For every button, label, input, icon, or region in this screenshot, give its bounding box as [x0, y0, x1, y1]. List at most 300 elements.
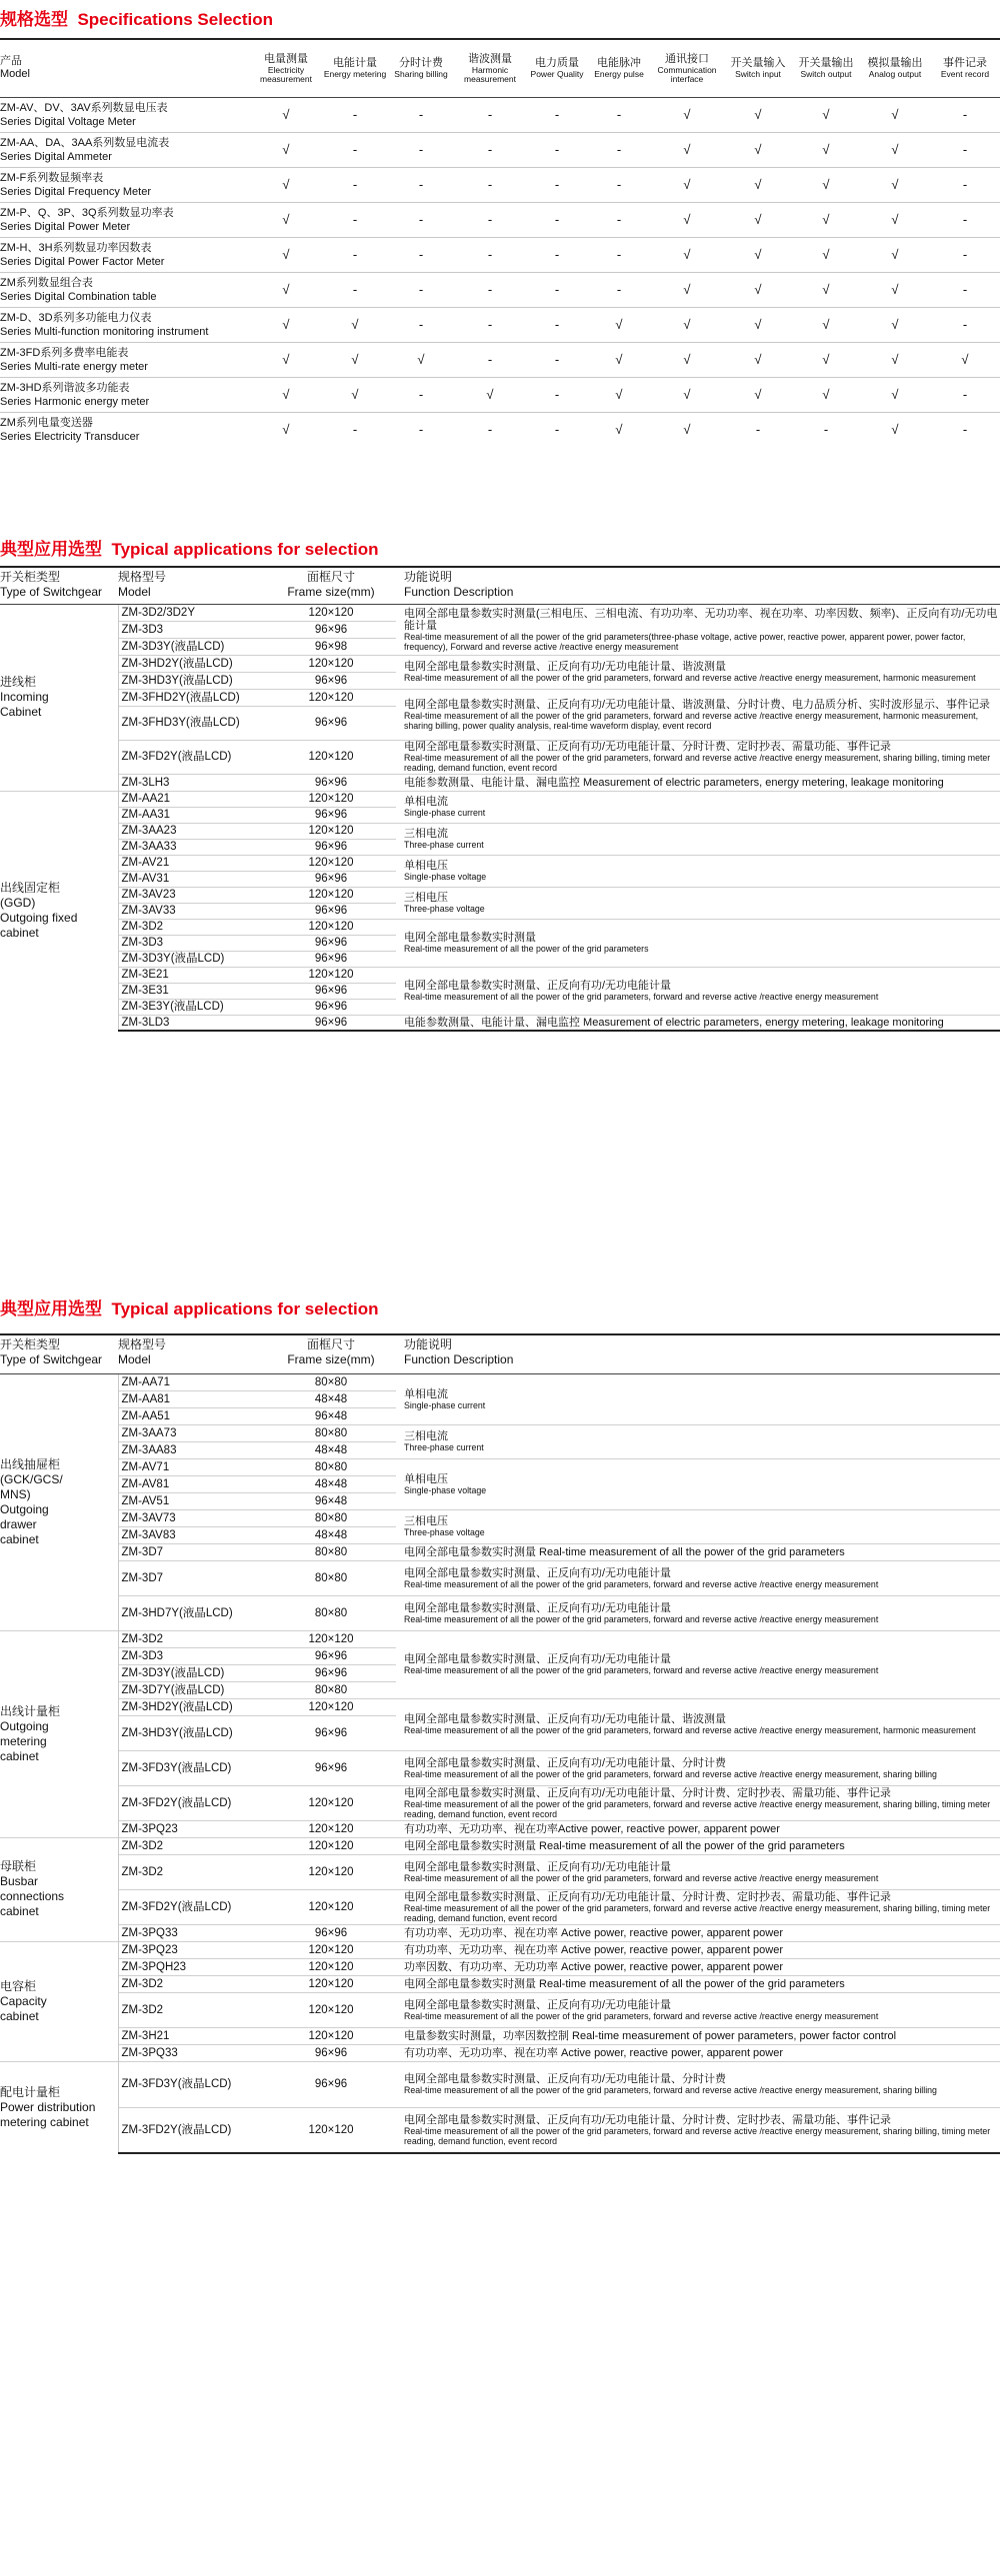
- dash-mark: -: [588, 237, 650, 272]
- model-cell: ZM-3PQ33: [118, 1924, 266, 1941]
- spec-product-cell: [0, 307, 250, 342]
- function-description-cell: [396, 1424, 1000, 1458]
- app-row: [0, 967, 1000, 983]
- function-description-cell: [396, 1820, 1000, 1837]
- dash-mark: -: [930, 237, 1000, 272]
- app2-func-header: 功能说明 Function Description: [396, 1335, 1000, 1373]
- frame-size-cell: 48×48: [266, 1441, 396, 1458]
- check-mark: √: [860, 412, 930, 447]
- function-cn: 电网全部电量参数实时测量 Real-time measurement of all the power of the grid parameters: [404, 1545, 845, 1558]
- check-mark: √: [792, 202, 860, 237]
- spec-column-header: [454, 40, 526, 97]
- app-row: [0, 919, 1000, 935]
- check-mark: √: [792, 272, 860, 307]
- dash-mark: -: [388, 132, 454, 167]
- function-cn: 单相电流: [404, 796, 448, 808]
- frame-size-cell: 120×120: [266, 2107, 396, 2153]
- dash-mark: -: [322, 237, 388, 272]
- model-cell: ZM-3AV33: [118, 903, 266, 919]
- spec-column-en: Sharing billing: [394, 69, 448, 80]
- model-cell: ZM-3D2: [118, 919, 266, 935]
- model-cell: ZM-AA51: [118, 1407, 266, 1424]
- dash-mark: -: [588, 272, 650, 307]
- function-description-cell: [396, 1560, 1000, 1595]
- frame-size-cell: 96×96: [266, 706, 396, 740]
- function-description-cell: [396, 604, 1000, 655]
- switchgear-type-line: 配电计量柜: [0, 2084, 61, 2099]
- switchgear-type-line: Busbar: [0, 1874, 39, 1888]
- frame-size-cell: 80×80: [266, 1543, 396, 1560]
- dash-mark: -: [454, 272, 526, 307]
- function-en: Single-phase current: [404, 1399, 486, 1410]
- function-description-cell: [396, 689, 1000, 740]
- model-cell: ZM-3PQ23: [118, 1941, 266, 1958]
- frame-size-cell: 120×120: [266, 1785, 396, 1820]
- spec-table: [0, 40, 1000, 447]
- app1-size-header: 面框尺寸 Frame size(mm): [266, 568, 396, 604]
- spec-product-en: Series Digital Voltage Meter: [0, 115, 136, 128]
- function-en: Real-time measurement of all the power of the grid parameters, forward and reverse active /reactive energy measurement, sharing billing, timing meter reading, demand function, event record: [404, 1798, 991, 1819]
- dash-mark: -: [526, 167, 588, 202]
- check-mark: √: [860, 272, 930, 307]
- spec-column-en: Switch input: [735, 69, 781, 80]
- function-cn: 单相电压: [404, 860, 448, 872]
- dash-mark: -: [388, 237, 454, 272]
- dash-mark: -: [930, 412, 1000, 447]
- frame-size-cell: 120×120: [266, 740, 396, 774]
- frame-size-cell: 120×120: [266, 1630, 396, 1647]
- function-en: Single-phase voltage: [404, 872, 487, 882]
- function-description-cell: [396, 855, 1000, 887]
- frame-size-cell: 120×120: [266, 823, 396, 839]
- check-mark: √: [860, 377, 930, 412]
- check-mark: √: [792, 307, 860, 342]
- spec-product-cn: ZM系列数显组合表: [0, 276, 93, 289]
- function-en: Real-time measurement of all the power of the grid parameters, forward and reverse active /reactive energy measurement: [404, 1665, 879, 1675]
- frame-size-cell: 80×80: [266, 1458, 396, 1475]
- app-row: [0, 1595, 1000, 1630]
- check-mark: √: [250, 202, 322, 237]
- frame-size-cell: 80×80: [266, 1681, 396, 1698]
- function-cn: 功率因数、有功功率、无功功率 Active power, reactive power, apparent power: [404, 1960, 784, 1973]
- model-cell: ZM-3AV83: [118, 1526, 266, 1543]
- frame-size-cell: 96×96: [266, 903, 396, 919]
- check-mark: √: [792, 342, 860, 377]
- function-cn: 三相电流: [404, 1430, 448, 1442]
- model-cell: ZM-AV81: [118, 1475, 266, 1492]
- app2-model-header: 规格型号 Model: [118, 1335, 266, 1373]
- function-description-cell: [396, 823, 1000, 855]
- frame-size-cell: 96×96: [266, 1924, 396, 1941]
- model-cell: ZM-3D2: [118, 1837, 266, 1854]
- spec-product-en: Series Digital Power Factor Meter: [0, 255, 165, 268]
- switchgear-type-line: 出线抽屉柜: [0, 1456, 61, 1471]
- function-cn: 电网全部电量参数实时测量、正反向有功/无功电能计量、分时计费、定时抄表、需量功能、事件记录: [404, 1890, 892, 1903]
- frame-size-cell: 96×96: [266, 621, 396, 638]
- dash-mark: -: [388, 97, 454, 132]
- function-description-cell: [396, 1509, 1000, 1543]
- app2-table: [0, 1335, 1000, 2154]
- dash-mark: -: [388, 272, 454, 307]
- function-en: Real-time measurement of all the power of the grid parameters, forward and reverse active /reactive energy measurement, harmonic measurement, sharing billing, power quality analysis, real-time waveform display, event record: [404, 710, 979, 731]
- function-description-cell: [396, 1854, 1000, 1889]
- switchgear-type-line: metering cabinet: [0, 2114, 89, 2129]
- frame-size-cell: 96×96: [266, 839, 396, 855]
- switchgear-type-line: 电容柜: [0, 1978, 37, 1993]
- model-cell: ZM-3D3: [118, 935, 266, 951]
- spec-product-cell: [0, 377, 250, 412]
- spec-column-en: Electricity measurement: [260, 64, 312, 84]
- frame-size-cell: 120×120: [266, 604, 396, 621]
- spec-product-cell: [0, 342, 250, 377]
- function-description-cell: [396, 774, 1000, 791]
- model-cell: ZM-3AA33: [118, 839, 266, 855]
- frame-size-cell: 48×48: [266, 1390, 396, 1407]
- app-row: [0, 1992, 1000, 2027]
- spec-product-en: Series Digital Ammeter: [0, 150, 112, 163]
- function-cn: 三相电流: [404, 828, 448, 840]
- spec-column-header: [860, 40, 930, 97]
- model-cell: ZM-3HD2Y(液晶LCD): [118, 1698, 266, 1715]
- function-cn: 电网全部电量参数实时测量、正反向有功/无功电能计量: [404, 1653, 672, 1665]
- dash-mark: -: [588, 167, 650, 202]
- spec-product-cn: ZM-3FD系列多费率电能表: [0, 346, 129, 359]
- frame-size-cell: 96×96: [266, 774, 396, 791]
- spec-product-en: Series Digital Combination table: [0, 290, 157, 303]
- function-en: Three-phase current: [404, 840, 484, 850]
- model-cell: ZM-3LD3: [118, 1015, 266, 1031]
- switchgear-type-line: 母联柜: [0, 1859, 37, 1873]
- switchgear-type-line: metering: [0, 1733, 47, 1748]
- function-en: Real-time measurement of all the power of the grid parameters, forward and reverse active /reactive energy measurement: [404, 1872, 879, 1883]
- dash-mark: -: [322, 167, 388, 202]
- check-mark: √: [250, 167, 322, 202]
- model-cell: ZM-AV31: [118, 871, 266, 887]
- frame-size-cell: 120×120: [266, 967, 396, 983]
- app-row: [0, 655, 1000, 672]
- spec-column-cn: 通讯接口: [665, 52, 709, 65]
- spec-row: [0, 97, 1000, 132]
- function-cn: 电网全部电量参数实时测量(三相电压、三相电流、有功功率、无功功率、视在功率、功率因数、频率)、正反向有功/无功电能计量: [404, 607, 998, 632]
- frame-size-cell: 80×80: [266, 1373, 396, 1390]
- spec-product-cell: [0, 237, 250, 272]
- dash-mark: -: [792, 412, 860, 447]
- app2-section-title: [0, 1297, 1000, 1321]
- function-cn: 电网全部电量参数实时测量、正反向有功/无功电能计量: [404, 1860, 672, 1873]
- dash-mark: -: [388, 202, 454, 237]
- frame-size-cell: 80×80: [266, 1509, 396, 1526]
- spec-column-header: [588, 40, 650, 97]
- function-en: Real-time measurement of all the power of the grid parameters, forward and reverse active /reactive energy measurement, sharing billing, timing meter reading, demand function, event record: [404, 753, 991, 773]
- spec-column-header: [526, 40, 588, 97]
- function-cn: 电网全部电量参数实时测量、正反向有功/无功电能计量、谐波测量、分时计费、电力品质分析、实时波形显示、事件记录: [404, 698, 991, 711]
- function-description-cell: [396, 1630, 1000, 1698]
- check-mark: √: [724, 342, 792, 377]
- frame-size-cell: 80×80: [266, 1560, 396, 1595]
- spec-column-header: [724, 40, 792, 97]
- app-row: [0, 1941, 1000, 1958]
- spec-section-title: [0, 8, 1000, 32]
- dash-mark: -: [526, 412, 588, 447]
- model-cell: ZM-AA21: [118, 791, 266, 807]
- dash-mark: -: [588, 132, 650, 167]
- frame-size-cell: 96×96: [266, 807, 396, 823]
- function-description-cell: [396, 1992, 1000, 2027]
- spec-product-cell: [0, 202, 250, 237]
- check-mark: √: [588, 412, 650, 447]
- function-description-cell: [396, 1958, 1000, 1975]
- check-mark: √: [388, 342, 454, 377]
- function-cn: 电网全部电量参数实时测量、正反向有功/无功电能计量: [404, 980, 672, 992]
- model-cell: ZM-AV51: [118, 1492, 266, 1509]
- dash-mark: -: [454, 97, 526, 132]
- check-mark: √: [860, 342, 930, 377]
- app-row: [0, 774, 1000, 791]
- function-cn: 有功功率、无功功率、视在功率Active power, reactive power, apparent power: [404, 1822, 780, 1835]
- function-en: Real-time measurement of all the power of the grid parameters, forward and reverse active /reactive energy measurement, sharing billing, timing meter reading, demand function, event record: [404, 2125, 991, 2146]
- app2-title-en: Typical applications for selection: [111, 1299, 379, 1318]
- frame-size-cell: 48×48: [266, 1526, 396, 1543]
- dash-mark: -: [322, 412, 388, 447]
- frame-size-cell: 120×120: [266, 1975, 396, 1992]
- function-en: Real-time measurement of all the power of the grid parameters, forward and reverse active /reactive energy measurement, harmonic measurement: [404, 1725, 976, 1735]
- function-en: Real-time measurement of all the power of the grid parameters, forward and reverse active /reactive energy measurement: [404, 1613, 879, 1624]
- model-cell: ZM-3FD3Y(液晶LCD): [118, 2061, 266, 2107]
- model-cell: ZM-3HD2Y(液晶LCD): [118, 655, 266, 672]
- switchgear-type-line: cabinet: [0, 1748, 39, 1763]
- spec-product-en: Series Harmonic energy meter: [0, 395, 150, 408]
- app1-title-cn: 典型应用选型: [0, 540, 102, 559]
- frame-size-cell: 48×48: [266, 1475, 396, 1492]
- frame-size-cell: 120×120: [266, 919, 396, 935]
- app2-size-header: 面框尺寸 Frame size(mm): [266, 1335, 396, 1373]
- spec-column-en: Energy metering: [323, 69, 387, 80]
- frame-size-cell: 96×96: [266, 1015, 396, 1031]
- frame-size-cell: 96×96: [266, 2044, 396, 2061]
- spec-row: [0, 342, 1000, 377]
- function-cn: 电能参数测量、电能计量、漏电监控 Measurement of electric parameters, energy metering, leakage monitoring: [404, 1016, 944, 1029]
- model-cell: ZM-3D2: [118, 1975, 266, 1992]
- frame-size-cell: 96×96: [266, 999, 396, 1015]
- spec-product-cell: [0, 412, 250, 447]
- model-cell: ZM-3D2: [118, 1854, 266, 1889]
- function-en: Real-time measurement of all the power of the grid parameters, forward and reverse active /reactive energy measurement: [404, 2010, 879, 2021]
- model-cell: ZM-3FHD2Y(液晶LCD): [118, 689, 266, 706]
- function-description-cell: [396, 1458, 1000, 1509]
- check-mark: √: [250, 132, 322, 167]
- check-mark: √: [322, 307, 388, 342]
- app1-section-title: [0, 538, 1000, 562]
- app-row: [0, 1750, 1000, 1785]
- model-cell: ZM-3LH3: [118, 774, 266, 791]
- function-cn: 有功功率、无功功率、视在功率 Active power, reactive power, apparent power: [404, 1926, 784, 1939]
- model-cell: ZM-3E31: [118, 983, 266, 999]
- app1-table: [0, 568, 1000, 1032]
- function-cn: 有功功率、无功功率、视在功率 Active power, reactive power, apparent power: [404, 1943, 784, 1956]
- function-cn: 单相电流: [404, 1387, 448, 1400]
- check-mark: √: [650, 237, 724, 272]
- check-mark: √: [724, 307, 792, 342]
- app-row: [0, 689, 1000, 706]
- model-cell: ZM-AV71: [118, 1458, 266, 1475]
- spec-product-cell: [0, 167, 250, 202]
- spec-column-header: [930, 40, 1000, 97]
- frame-size-cell: 96×96: [266, 672, 396, 689]
- dash-mark: -: [322, 272, 388, 307]
- model-cell: ZM-3PQ33: [118, 2044, 266, 2061]
- spec-column-en: Energy pulse: [594, 69, 644, 80]
- spec-row: [0, 167, 1000, 202]
- app-row: [0, 1837, 1000, 1854]
- model-cell: ZM-3D2: [118, 1630, 266, 1647]
- spec-row: [0, 412, 1000, 447]
- spec-row: [0, 377, 1000, 412]
- function-en: Real-time measurement of all the power of the grid parameters, forward and reverse active /reactive energy measurement, harmonic measurement: [404, 673, 976, 683]
- switchgear-type-line: cabinet: [0, 2008, 39, 2023]
- model-cell: ZM-3H21: [118, 2027, 266, 2044]
- function-cn: 电量参数实时测量，功率因数控制 Real-time measurement of power parameters, power factor control: [404, 2029, 897, 2042]
- frame-size-cell: 120×120: [266, 887, 396, 903]
- dash-mark: -: [588, 97, 650, 132]
- spec-column-cn: 开关量输入: [730, 57, 786, 70]
- switchgear-type-cell: [0, 1630, 118, 1837]
- model-cell: ZM-AA31: [118, 807, 266, 823]
- app-row: [0, 1820, 1000, 1837]
- spec-product-cell: [0, 97, 250, 132]
- dash-mark: -: [322, 202, 388, 237]
- switchgear-type-line: connections: [0, 1889, 65, 1903]
- check-mark: √: [860, 237, 930, 272]
- model-cell: ZM-3FD2Y(液晶LCD): [118, 1785, 266, 1820]
- check-mark: √: [588, 342, 650, 377]
- model-cell: ZM-3HD7Y(液晶LCD): [118, 1595, 266, 1630]
- model-cell: ZM-3AA73: [118, 1424, 266, 1441]
- spec-product-cn: ZM-F系列数显频率表: [0, 171, 104, 184]
- dash-mark: -: [930, 97, 1000, 132]
- check-mark: √: [792, 97, 860, 132]
- check-mark: √: [724, 237, 792, 272]
- spec-column-cn: 开关量输出: [798, 57, 854, 70]
- function-description-cell: [396, 1543, 1000, 1560]
- spec-column-header: [250, 40, 322, 97]
- app1-section: [0, 538, 1000, 1032]
- check-mark: √: [792, 237, 860, 272]
- frame-size-cell: 120×120: [266, 791, 396, 807]
- switchgear-type-cell: [0, 1941, 118, 2061]
- switchgear-type-line: cabinet: [0, 1904, 39, 1918]
- switchgear-type-line: (GCK/GCS/: [0, 1471, 63, 1486]
- model-cell: ZM-3E21: [118, 967, 266, 983]
- function-cn: 电网全部电量参数实时测量、正反向有功/无功电能计量、分时计费、定时抄表、需量功能、事件记录: [404, 1786, 892, 1799]
- app1-model-header: 规格型号 Model: [118, 568, 266, 604]
- function-description-cell: [396, 2027, 1000, 2044]
- switchgear-type-line: 进线柜: [0, 675, 37, 689]
- function-cn: 电网全部电量参数实时测量、正反向有功/无功电能计量: [404, 1998, 672, 2011]
- spec-product-header: 产品 Model: [0, 40, 250, 97]
- check-mark: √: [650, 97, 724, 132]
- function-en: Real-time measurement of all the power of the grid parameters, forward and reverse active /reactive energy measurement: [404, 992, 879, 1002]
- frame-size-cell: 96×96: [266, 935, 396, 951]
- spec-column-en: Power Quality: [530, 69, 584, 80]
- check-mark: √: [322, 342, 388, 377]
- spec-title-cn: 规格选型: [0, 10, 68, 29]
- function-en: Three-phase current: [404, 1442, 484, 1452]
- dash-mark: -: [454, 202, 526, 237]
- app-row: [0, 823, 1000, 839]
- check-mark: √: [650, 202, 724, 237]
- model-cell: ZM-3D2/3D2Y: [118, 604, 266, 621]
- spec-product-cn: ZM-AV、DV、3AV系列数显电压表: [0, 101, 168, 114]
- check-mark: √: [724, 132, 792, 167]
- function-description-cell: [396, 887, 1000, 919]
- model-cell: ZM-3FD2Y(液晶LCD): [118, 2107, 266, 2153]
- model-cell: ZM-3PQH23: [118, 1958, 266, 1975]
- model-cell: ZM-3FD2Y(液晶LCD): [118, 1889, 266, 1924]
- function-description-cell: [396, 1698, 1000, 1750]
- spec-column-cn: 事件记录: [943, 57, 987, 70]
- dash-mark: -: [526, 132, 588, 167]
- spec-column-header: [388, 40, 454, 97]
- function-cn: 电网全部电量参数实时测量、正反向有功/无功电能计量、分时计费: [404, 2073, 727, 2085]
- dash-mark: -: [930, 272, 1000, 307]
- app-row: [0, 1785, 1000, 1820]
- switchgear-type-cell: [0, 604, 118, 791]
- function-description-cell: [396, 1750, 1000, 1785]
- switchgear-type-line: MNS): [0, 1486, 31, 1501]
- switchgear-type-line: (GGD): [0, 896, 36, 911]
- switchgear-type-line: drawer: [0, 1516, 37, 1531]
- check-mark: √: [724, 202, 792, 237]
- frame-size-cell: 96×48: [266, 1407, 396, 1424]
- function-description-cell: [396, 2044, 1000, 2061]
- app-row: [0, 1458, 1000, 1475]
- dash-mark: -: [454, 132, 526, 167]
- function-cn: 电网全部电量参数实时测量、正反向有功/无功电能计量、谐波测量: [404, 661, 727, 673]
- spec-product-en: Series Digital Power Meter: [0, 220, 131, 233]
- model-cell: ZM-3D3Y(液晶LCD): [118, 951, 266, 967]
- function-en: Real-time measurement of all the power of the grid parameters: [404, 944, 649, 954]
- function-en: Three-phase voltage: [404, 1527, 485, 1537]
- function-description-cell: [396, 2061, 1000, 2107]
- frame-size-cell: 120×120: [266, 2027, 396, 2044]
- dash-mark: -: [526, 97, 588, 132]
- model-cell: ZM-3AA23: [118, 823, 266, 839]
- function-cn: 电能参数测量、电能计量、漏电监控 Measurement of electric parameters, energy metering, leakage monitoring: [404, 776, 944, 789]
- spec-column-cn: 电能计量: [333, 57, 377, 70]
- spec-product-cell: [0, 132, 250, 167]
- check-mark: √: [650, 132, 724, 167]
- spec-column-cn: 电力质量: [535, 57, 579, 70]
- switchgear-type-line: 出线计量柜: [0, 1703, 61, 1718]
- model-cell: ZM-AA81: [118, 1390, 266, 1407]
- app-row: [0, 1630, 1000, 1647]
- check-mark: √: [250, 272, 322, 307]
- dash-mark: -: [930, 202, 1000, 237]
- switchgear-type-line: Outgoing fixed: [0, 911, 78, 926]
- check-mark: √: [650, 377, 724, 412]
- frame-size-cell: 120×120: [266, 1820, 396, 1837]
- app-row: [0, 604, 1000, 621]
- app-row: [0, 1924, 1000, 1941]
- spec-row: [0, 202, 1000, 237]
- check-mark: √: [650, 167, 724, 202]
- frame-size-cell: 96×96: [266, 1715, 396, 1750]
- function-cn: 电网全部电量参数实时测量: [404, 932, 536, 944]
- model-cell: ZM-3D7: [118, 1560, 266, 1595]
- app-row: [0, 2061, 1000, 2107]
- dash-mark: -: [454, 342, 526, 377]
- spec-column-cn: 模拟量输出: [867, 57, 923, 70]
